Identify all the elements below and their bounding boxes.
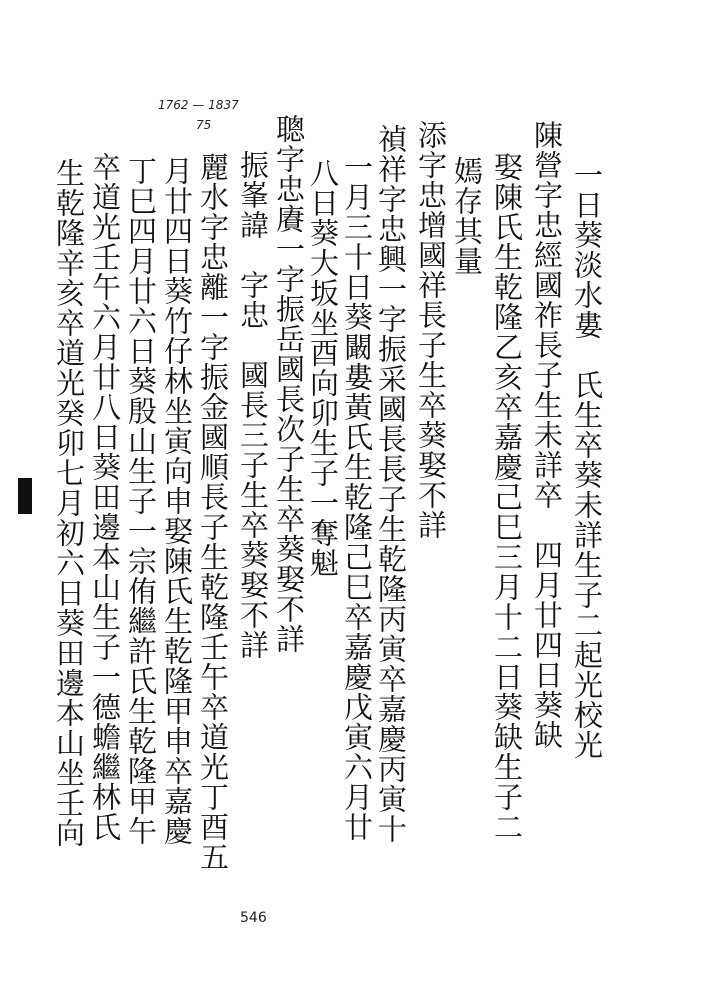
text-column-2: 陳營字忠經國祚長子生未詳卒 四月廿四日葵缺 — [530, 120, 564, 750]
page-number: 546 — [240, 910, 267, 926]
margin-note-dates: 1762 — 1837 — [158, 98, 239, 112]
text-column-13: 丁巳四月廿六日葵殷山生子一宗侑繼許氏生乾隆甲午 — [124, 156, 158, 846]
text-column-3: 娶陳氏生乾隆乙亥卒嘉慶己巳三月十二日葵缺生子二 — [490, 152, 524, 842]
text-column-9: 聰字忠賡一字振岳國長次子生卒葵娶不詳 — [272, 114, 306, 654]
text-column-8: 八日葵大坂坐酉向卯生子一奪魁 — [306, 158, 340, 578]
ink-mark — [18, 478, 32, 514]
text-column-12: 月廿四日葵竹仔林坐寅向申娶陳氏生乾隆甲申卒嘉慶 — [160, 156, 194, 846]
text-column-15: 生乾隆辛亥卒道光癸卯七月初六日葵田邊本山坐壬向 — [52, 158, 86, 848]
text-column-7: 一月三十日葵闞婁黃氏生乾隆己巳卒嘉慶戊寅六月廿 — [340, 152, 374, 842]
text-column-10: 振峯諱 字忠 國長三子生卒葵娶不詳 — [236, 150, 270, 660]
text-column-4: 嫣存其量 — [450, 156, 484, 276]
text-column-5: 添字忠增國祥長子生卒葵娶不詳 — [414, 120, 448, 540]
margin-note-age: 75 — [196, 118, 212, 132]
text-column-14: 卒道光壬午六月廿八日葵田邊本山生子一德蟾繼林氏 — [88, 152, 122, 842]
text-column-6: 禎祥字忠興一字振采國長長子生乾隆丙寅卒嘉慶丙寅十 — [374, 124, 408, 844]
text-column-1: 一日葵淡水婁 氏生卒葵未詳生子二起光校光 — [570, 160, 604, 760]
text-column-11: 麗水字忠離一字振金國順長子生乾隆壬午卒道光丁酉五 — [196, 152, 230, 872]
